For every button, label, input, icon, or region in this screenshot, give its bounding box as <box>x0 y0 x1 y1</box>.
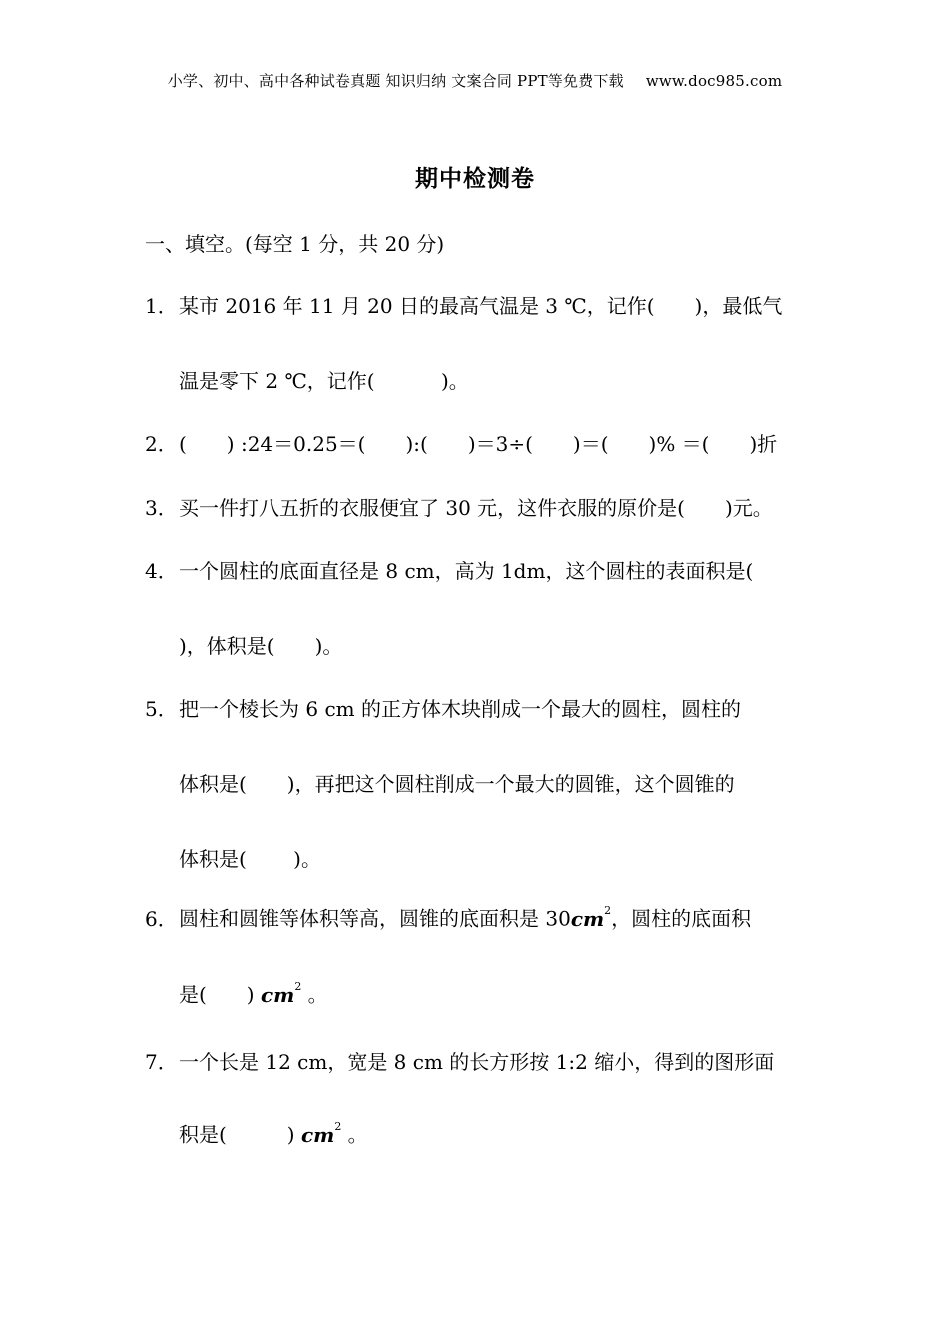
question-text: 圆柱和圆锥等体积等高，圆锥的底面积是 30 <box>179 906 571 931</box>
question-number: 5． <box>145 697 178 721</box>
question-text: 一个长是 12 cm，宽是 8 cm 的长方形按 1:2 缩小，得到的图形面 <box>179 1050 775 1074</box>
question-text: 一个圆柱的底面直径是 8 cm，高为 1dm，这个圆柱的表面积是( <box>179 559 754 583</box>
question-7 <box>145 1048 774 1076</box>
exam-title: 期中检测卷 <box>415 166 535 192</box>
unit-cm2: $cm^2$ <box>570 904 612 931</box>
unit-cm2: $cm^2$ <box>260 980 302 1007</box>
header-text: 小学、初中、高中各种试卷真题 知识归纳 文案合同 PPT等免费下载 <box>167 72 624 90</box>
question-4 <box>145 557 753 585</box>
question-text: ( ) :24＝0.25＝( ):( )＝3÷( )＝( )% ＝( )折 <box>179 432 778 456</box>
header-url[interactable]: www.doc985.com <box>645 72 783 90</box>
question-5-continued: 体积是( )，再把这个圆柱削成一个最大的圆锥，这个圆锥的 <box>179 772 735 796</box>
section-heading: 一、填空。(每空 1 分，共 20 分) <box>145 232 445 256</box>
question-5 <box>145 695 741 723</box>
question-7-continued: 积是( ) $cm^2$ 。 <box>179 1120 368 1147</box>
unit-cm2: $cm^2$ <box>300 1120 342 1147</box>
question-5-continued-2: 体积是( )。 <box>179 847 321 871</box>
question-4-continued: )，体积是( )。 <box>179 634 343 658</box>
question-number: 3． <box>145 496 178 520</box>
question-number: 6． <box>145 906 178 931</box>
question-text: 买一件打八五折的衣服便宜了 30 元，这件衣服的原价是( )元。 <box>179 496 773 520</box>
question-1 <box>145 292 782 320</box>
question-3 <box>145 494 773 522</box>
page-header <box>0 70 950 91</box>
question-6-continued: 是( ) $cm^2$ 。 <box>179 980 328 1007</box>
question-6 <box>145 901 751 933</box>
question-text: 把一个棱长为 6 cm 的正方体木块削成一个最大的圆柱，圆柱的 <box>179 697 741 721</box>
question-1-continued: 温是零下 2 ℃，记作( )。 <box>179 369 469 393</box>
question-text: 某市 2016 年 11 月 20 日的最高气温是 3 ℃，记作( )，最低气 <box>179 294 783 318</box>
question-2 <box>145 430 777 458</box>
question-number: 2． <box>145 432 178 456</box>
question-number: 7． <box>145 1050 178 1074</box>
question-text-2: ，圆柱的底面积 <box>611 906 752 931</box>
question-number: 4． <box>145 559 178 583</box>
question-number: 1． <box>145 294 178 318</box>
